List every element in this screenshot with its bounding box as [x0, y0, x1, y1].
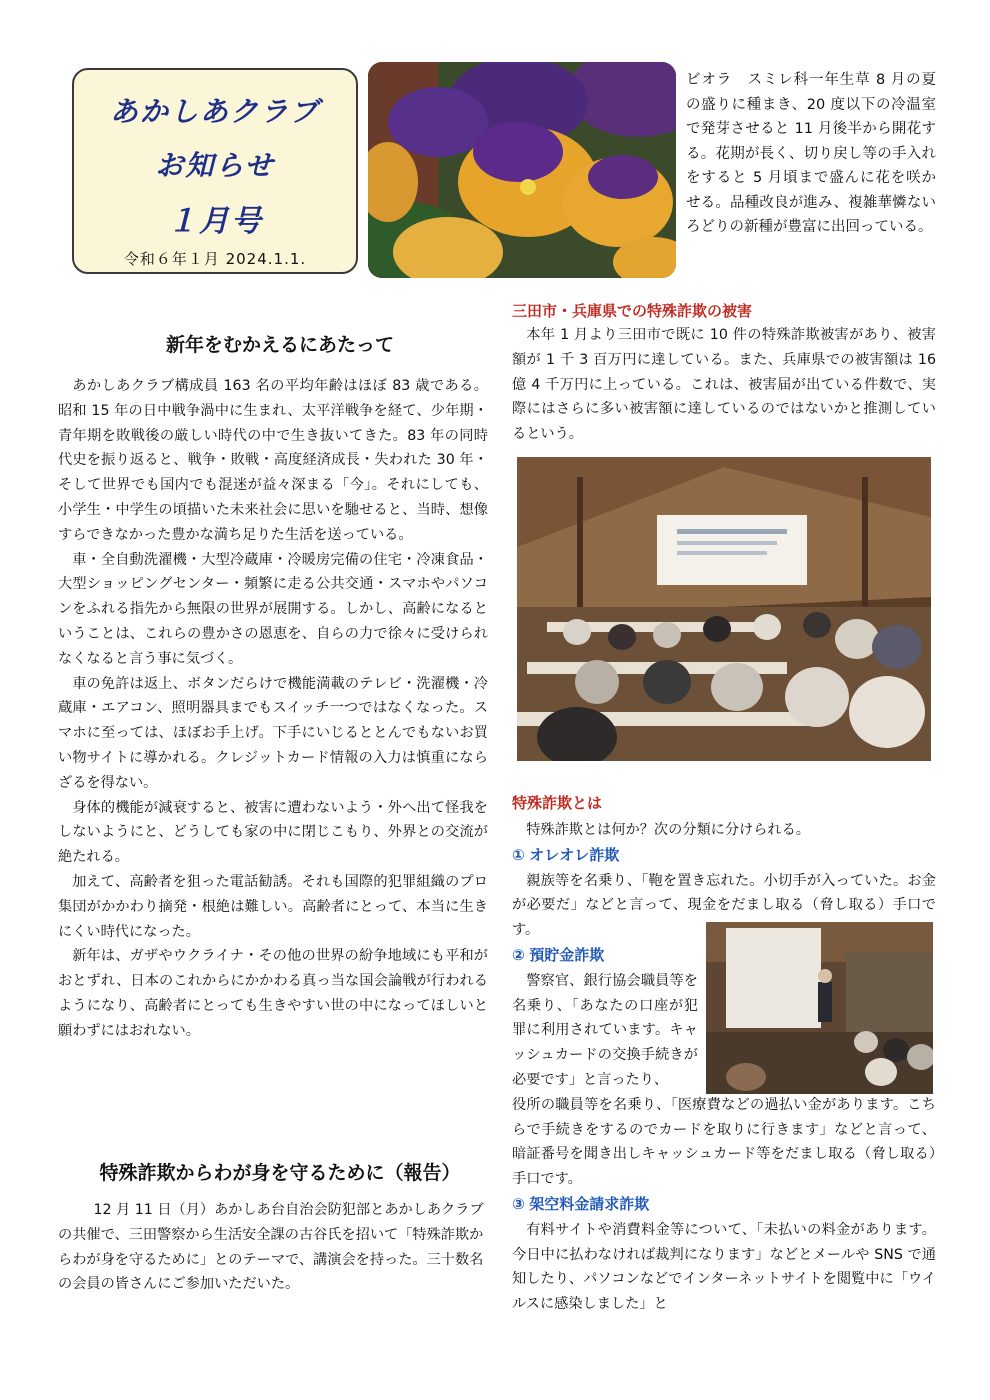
item-number: ② [512, 945, 525, 964]
article-paragraph: あかしあクラブ構成員 163 名の平均年齢はほぼ 83 歳である。昭和 15 年の日中戦争渦中に生まれ、太平洋戦争を経て、少年期・青年期を敗戦後の厳しい時代の中で生き抜いてきた。83 年の同時代史を振り返ると、戦争・敗戦・高度経済成長・失われた 30 年・そして世界でも国内でも混迷が益々深まる「今」。それにしても、小学生・中学生の頃描いた未来社会に思いを馳せると、当時、想像すらできなかった豊かな満ち足りた生活を送っている。 [58, 378, 488, 543]
article-paragraph: 車・全自動洗濯機・大型冷蔵庫・冷暖房完備の住宅・冷凍食品・大型ショッピングセンター・頻繁に走る公共交通・スマホやパソコンをふれる指先から無限の世界が展開する。しかし、高齢になるということは、これらの豊かさの恩恵を、自らの力で徐々に受けられなくなると言う事に気づく。 [58, 551, 488, 667]
item-title: 預貯金詐欺 [529, 945, 605, 964]
fraud-types-intro: 特殊詐欺とは何か？次の分類に分けられる。 [526, 822, 810, 838]
speaker-lecture-photo [706, 922, 933, 1094]
article-paragraph: 本年 1 月より三田市で既に 10 件の特殊詐欺被害があり、被害額が 1 千 3 百万円に達している。また、兵庫県での被害額は 16 億 4 千万円に上っている。これは、被害届が出ている件数で、実際にはさらに多い被害額に達しているのではないかと推測しているという。 [512, 327, 936, 443]
viola-flower-photo [368, 62, 676, 278]
fraud-type-3-heading [512, 1192, 936, 1218]
what-is-fraud-heading: 特殊詐欺とは [512, 794, 603, 812]
lecture-hall-photo [517, 457, 931, 761]
article-paragraph: 新年は、ガザやウクライナ・その他の世界の紛争地域にも平和がおとずれ、日本のこれからにかかわる真っ当な国会論戦が行われるようになり、高齢者にとっても生きやすい世の中になってほしいと願わずにはおれない。 [58, 948, 488, 1039]
item-title: 架空料金請求詐欺 [529, 1194, 650, 1213]
flower-caption: ビオラ スミレ科一年生草 8 月の夏の盛りに種まき、20 度以下の冷温室で発芽させると 11 月後半から開花する。花期が長く、切り戻し等の手入れをすると 5 月頃まで盛んに花を咲かせる。品種改良が進み、複雑華憐ないろどりの新種が豊富に出回っている。 [686, 72, 936, 235]
fraud-type-2-text-wide: 役所の職員等を名乗り、「医療費などの過払い金があります。こちらで手続きをするのでカードを取りに行きます」などと言って、暗証番号を聞き出しキャッシュカード等をだまし取る（脅し取る）手口です。 [512, 1096, 936, 1188]
title-issue: １月号 [167, 204, 263, 239]
title-notice: お知らせ [155, 149, 275, 182]
fraud-report-heading: 特殊詐欺からわが身を守るために（報告） [99, 1162, 461, 1184]
fraud-type-1-text: 親族等を名乗り、「鞄を置き忘れた。小切手が入っていた。お金が必要だ」などと言って、現金をだまし取る（脅し取る）手口です。 [512, 872, 936, 939]
issue-date: 令和６年１月 2024.1.1. [123, 250, 307, 268]
fraud-type-1-heading [512, 843, 936, 869]
newsletter-title-box [72, 68, 358, 274]
local-fraud-damage-text [512, 323, 936, 447]
fraud-type-2-text-narrow: 警察官、銀行協会職員等を名乗り、「あなたの口座が犯罪に利用されています。キャッシュカードの交換手続きが必要です」と言ったり、 [512, 972, 698, 1088]
title-club-name: あかしあクラブ [109, 95, 320, 128]
local-fraud-damage-heading: 三田市・兵庫県での特殊詐欺の被害 [512, 302, 753, 320]
item-number: ① [512, 845, 525, 864]
item-number: ③ [512, 1194, 525, 1213]
article-paragraph: 身体的機能が減衰すると、被害に遭わないよう・外へ出て怪我をしないようにと、どうしても家の中に閉じこもり、外界との交流が絶たれる。 [58, 799, 488, 866]
fraud-report-article [58, 1198, 488, 1297]
new-year-article [58, 374, 488, 1044]
article-paragraph: 車の免許は返上、ボタンだらけで機能満載のテレビ・洗濯機・冷蔵庫・エアコン、照明器具までもスイッチ一つではなくなった。スマホに至っては、ほぼお手上げ。下手にいじるととんでもないお買い物サイトに導かれる。クレジットカード情報の入力は慎重にならざるを得ない。 [58, 675, 488, 791]
article-paragraph: 12 月 11 日（月）あかしあ台自治会防犯部とあかしあクラブの共催で、三田警察から生活安全課の古谷氏を招いて「特殊詐欺からわが身を守るために」とのテーマで、講演会を持った。三十数名の会員の皆さんにご参加いただいた。 [58, 1202, 484, 1293]
new-year-heading: 新年をむかえるにあたって [165, 334, 394, 356]
article-paragraph: 加えて、高齢者を狙った電話勧誘。それも国際的犯罪組織のプロ集団がかかわり摘発・根絶は難しい。高齢者にとって、本当に生きにくい時代になった。 [58, 873, 488, 940]
fraud-type-3-text: 有料サイトや消費料金等について、「未払いの料金があります。今日中に払わなければ裁判になります」などとメールや SNS で通知したり、パソコンなどでインターネットサイトを閲覧中に「ウイルスに感染しました」と [512, 1221, 936, 1313]
item-title: オレオレ詐欺 [529, 845, 620, 864]
